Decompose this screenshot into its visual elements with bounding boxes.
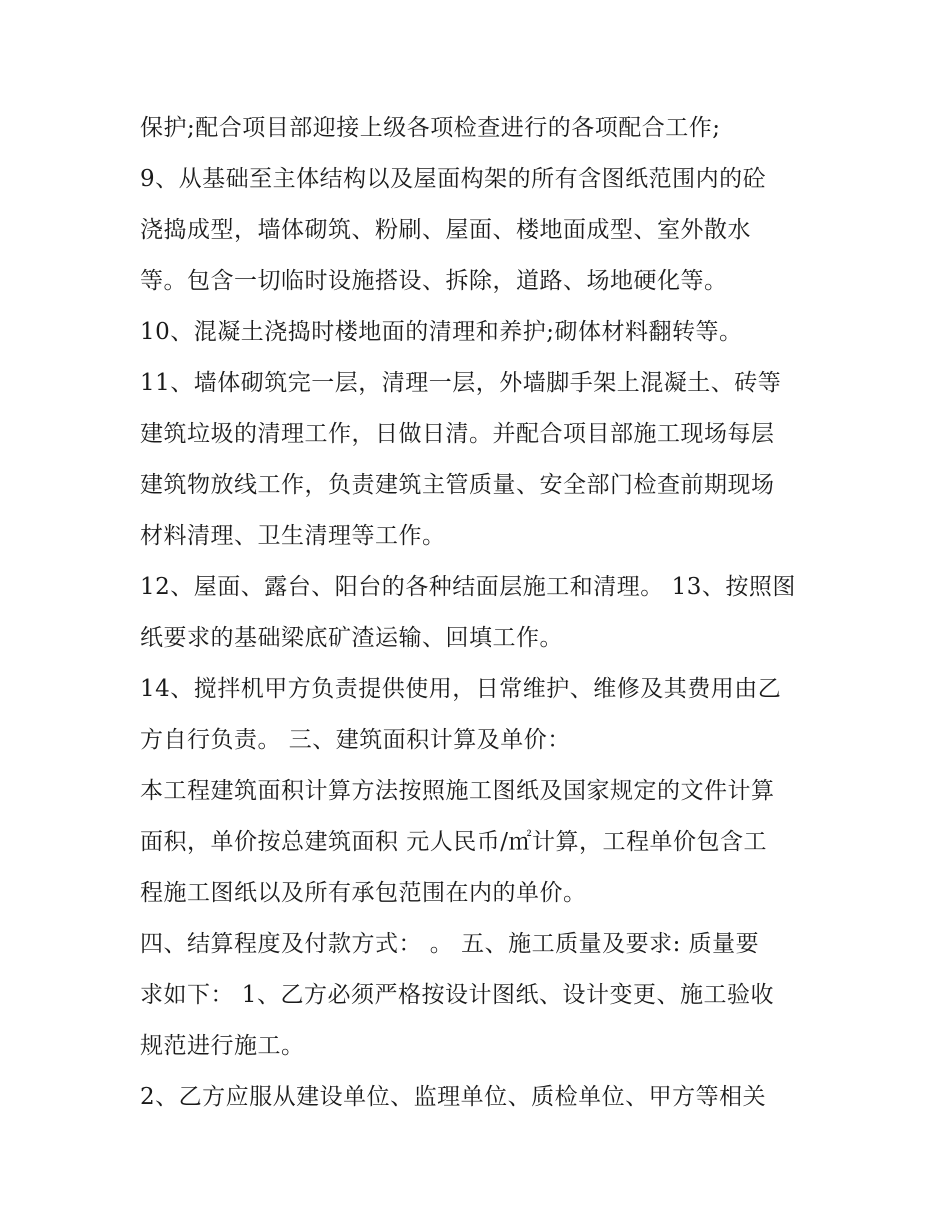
text-line: 程施工图纸以及所有承包范围在内的单价。	[140, 880, 587, 906]
text-line: 9、从基础至主体结构以及屋面构架的所有含图纸范围内的砼	[140, 166, 767, 192]
text-line: 建筑物放线工作，负责建筑主管质量、安全部门检查前期现场	[140, 472, 775, 498]
text-line: 方自行负责。 三、建筑面积计算及单价：	[140, 727, 571, 753]
text-line: 保护;配合项目部迎接上级各项检查进行的各项配合工作;	[140, 115, 721, 141]
text-line: 2、乙方应服从建设单位、监理单位、质检单位、甲方等相关	[140, 1084, 767, 1110]
text-line: 14、搅拌机甲方负责提供使用，日常维护、维修及其费用由乙	[140, 676, 782, 702]
text-line: 浇捣成型，墙体砌筑、粉刷、屋面、楼地面成型、室外散水	[140, 217, 751, 243]
text-line: 规范进行施工。	[140, 1033, 305, 1059]
text-line: 面积，单价按总建筑面积 元人民币/㎡计算，工程单价包含工	[140, 829, 768, 855]
text-line: 建筑垃圾的清理工作，日做日清。并配合项目部施工现场每层	[140, 421, 775, 447]
text-line: 12、屋面、露台、阳台的各种结面层施工和清理。 13、按照图	[140, 574, 796, 600]
text-line: 等。包含一切临时设施搭设、拆除，道路、场地硬化等。	[140, 268, 728, 294]
text-line: 纸要求的基础梁底矿渣运输、回填工作。	[140, 625, 563, 651]
text-line: 11、墙体砌筑完一层，清理一层，外墙脚手架上混凝土、砖等	[140, 370, 782, 396]
text-line: 本工程建筑面积计算方法按照施工图纸及国家规定的文件计算	[140, 778, 775, 804]
text-line: 求如下： 1、乙方必须严格按设计图纸、设计变更、施工验收	[140, 982, 774, 1008]
text-line: 材料清理、卫生清理等工作。	[140, 523, 446, 549]
text-line: 10、混凝土浇捣时楼地面的清理和养护;砌体材料翻转等。	[140, 319, 743, 345]
text-line: 四、结算程度及付款方式： 。 五、施工质量及要求: 质量要	[140, 931, 760, 957]
